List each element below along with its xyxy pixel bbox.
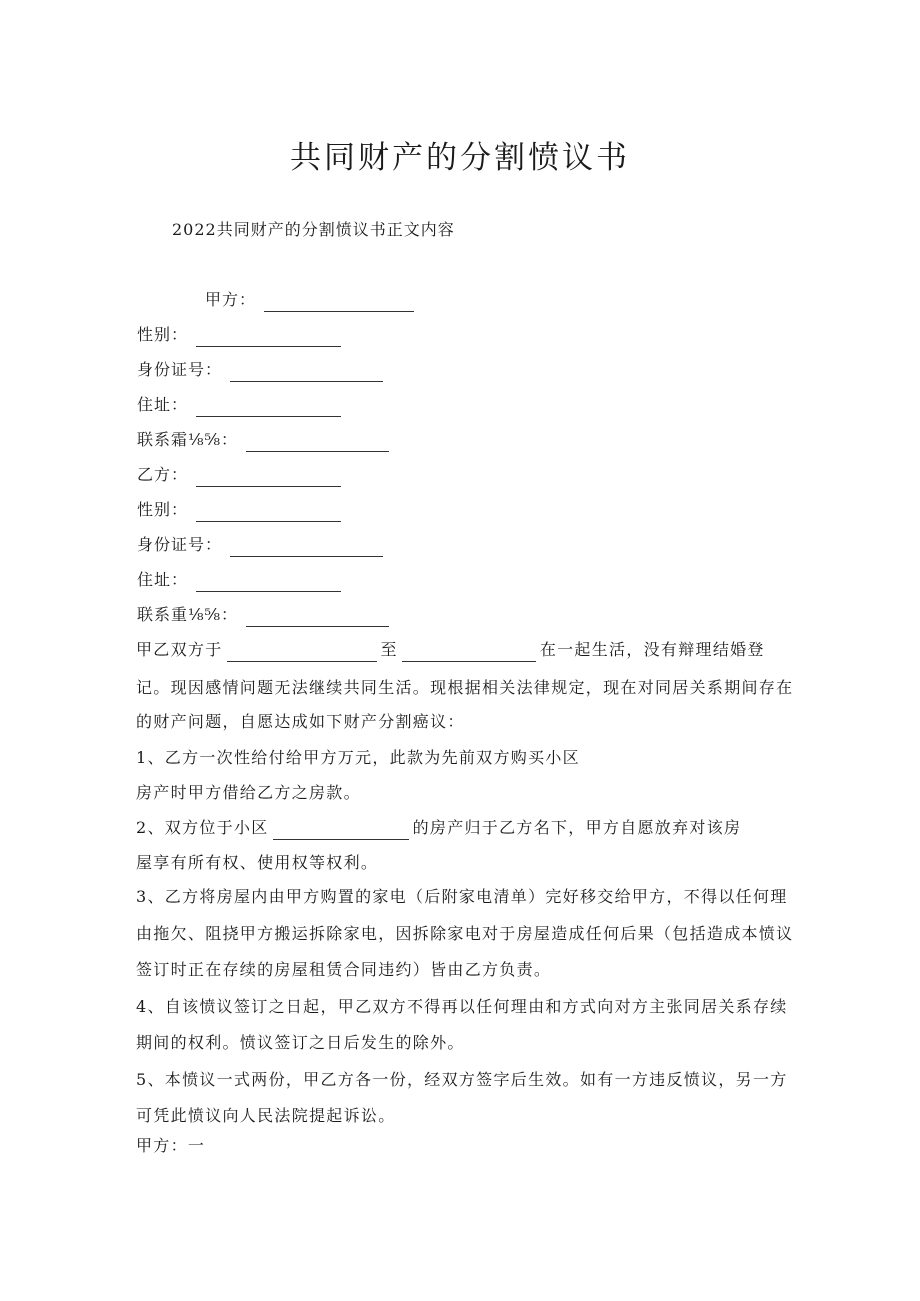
party-a-gender-row [137, 323, 341, 347]
party-a-row [205, 288, 414, 312]
party-a-contact-row [137, 428, 389, 452]
intro-part-1: 甲乙双方于 [136, 640, 223, 659]
party-b-label: 乙方： [137, 465, 189, 484]
clause-3-line-1: 3、乙方将房屋内由甲方购置的家电（后附家电清单）完好移交给甲方，不得以任何理 [136, 887, 788, 906]
party-a-blank [264, 293, 414, 312]
party-a-address-row [137, 393, 341, 417]
party-a-id-blank [230, 363, 383, 382]
clause-5-line-1: 5、本愤议一式两份，甲乙方各一份，经双方签字后生效。如有一方违反愤议，另一方 [136, 1070, 788, 1089]
clause-4-line-1: 4、自该愤议签订之日起，甲乙双方不得再以任何理由和方式向对方主张同居关系存续 [136, 997, 788, 1016]
clause-3-line-2: 由拖欠、阻挠甲方搬运拆除家电，因拆除家电对于房屋造成任何后果（包括造成本愤议 [136, 924, 794, 943]
clause-4-line-2: 期间的权利。愤议签订之日后发生的除外。 [136, 1033, 465, 1052]
party-b-id-row [137, 533, 383, 557]
party-b-blank [196, 468, 341, 487]
intro-part-2: 至 [380, 640, 398, 659]
party-b-address-row [137, 568, 341, 592]
clause-2-line-1 [136, 816, 741, 840]
signature-party-a: 甲方：一 [136, 1136, 206, 1155]
intro-line-3: 的财产问题，自愿达成如下财产分割癌议： [136, 712, 465, 731]
intro-line-1 [136, 638, 765, 662]
document-subtitle: 2022共同财产的分割愤议书正文内容 [172, 220, 455, 239]
party-b-row [137, 463, 341, 487]
clause-2-part-2: 的房产归于乙方名下，甲方自愿放弃对该房 [412, 818, 742, 837]
party-b-address-label: 住址： [137, 570, 189, 589]
clause-1-line-2: 房产时甲方借给乙方之房款。 [136, 783, 361, 802]
clause-2-community-blank [273, 821, 409, 840]
party-a-gender-blank [196, 328, 341, 347]
party-b-id-blank [230, 538, 383, 557]
clause-3-line-3: 签订时正在存续的房屋租赁合同违约）皆由乙方负责。 [136, 960, 552, 979]
party-b-gender-blank [196, 503, 341, 522]
party-a-id-row [137, 358, 383, 382]
clause-2-line-2: 屋享有所有权、使用权等权利。 [136, 853, 379, 872]
party-b-address-blank [196, 573, 341, 592]
intro-part-3: 在一起生活，没有辩理结婚登 [539, 640, 765, 659]
intro-date-to-blank [402, 643, 536, 662]
party-b-contact-label: 联系重⅛⅝： [137, 605, 239, 624]
clause-5-line-2: 可凭此愤议向人民法院提起诉讼。 [136, 1106, 396, 1125]
party-a-contact-blank [246, 433, 389, 452]
party-a-label: 甲方： [205, 290, 257, 309]
party-b-gender-row [137, 498, 341, 522]
party-a-gender-label: 性别： [137, 325, 189, 344]
party-a-address-label: 住址： [137, 395, 189, 414]
document-title: 共同财产的分割愤议书 [290, 140, 630, 176]
intro-date-from-blank [227, 643, 377, 662]
party-a-address-blank [196, 398, 341, 417]
party-a-id-label: 身份证号： [137, 360, 223, 379]
party-b-contact-row [137, 603, 389, 627]
party-b-contact-blank [246, 608, 389, 627]
party-b-gender-label: 性别： [137, 500, 189, 519]
clause-1-line-1: 1、乙方一次性给付给甲方万元，此款为先前双方购买小区 [136, 748, 580, 767]
party-a-contact-label: 联系霜⅛⅝： [137, 430, 239, 449]
party-b-id-label: 身份证号： [137, 535, 223, 554]
intro-line-2: 记。现因感情问题无法继续共同生活。现根据相关法律规定，现在对同居关系期间存在 [136, 678, 794, 697]
clause-2-part-1: 2、双方位于小区 [136, 818, 269, 837]
